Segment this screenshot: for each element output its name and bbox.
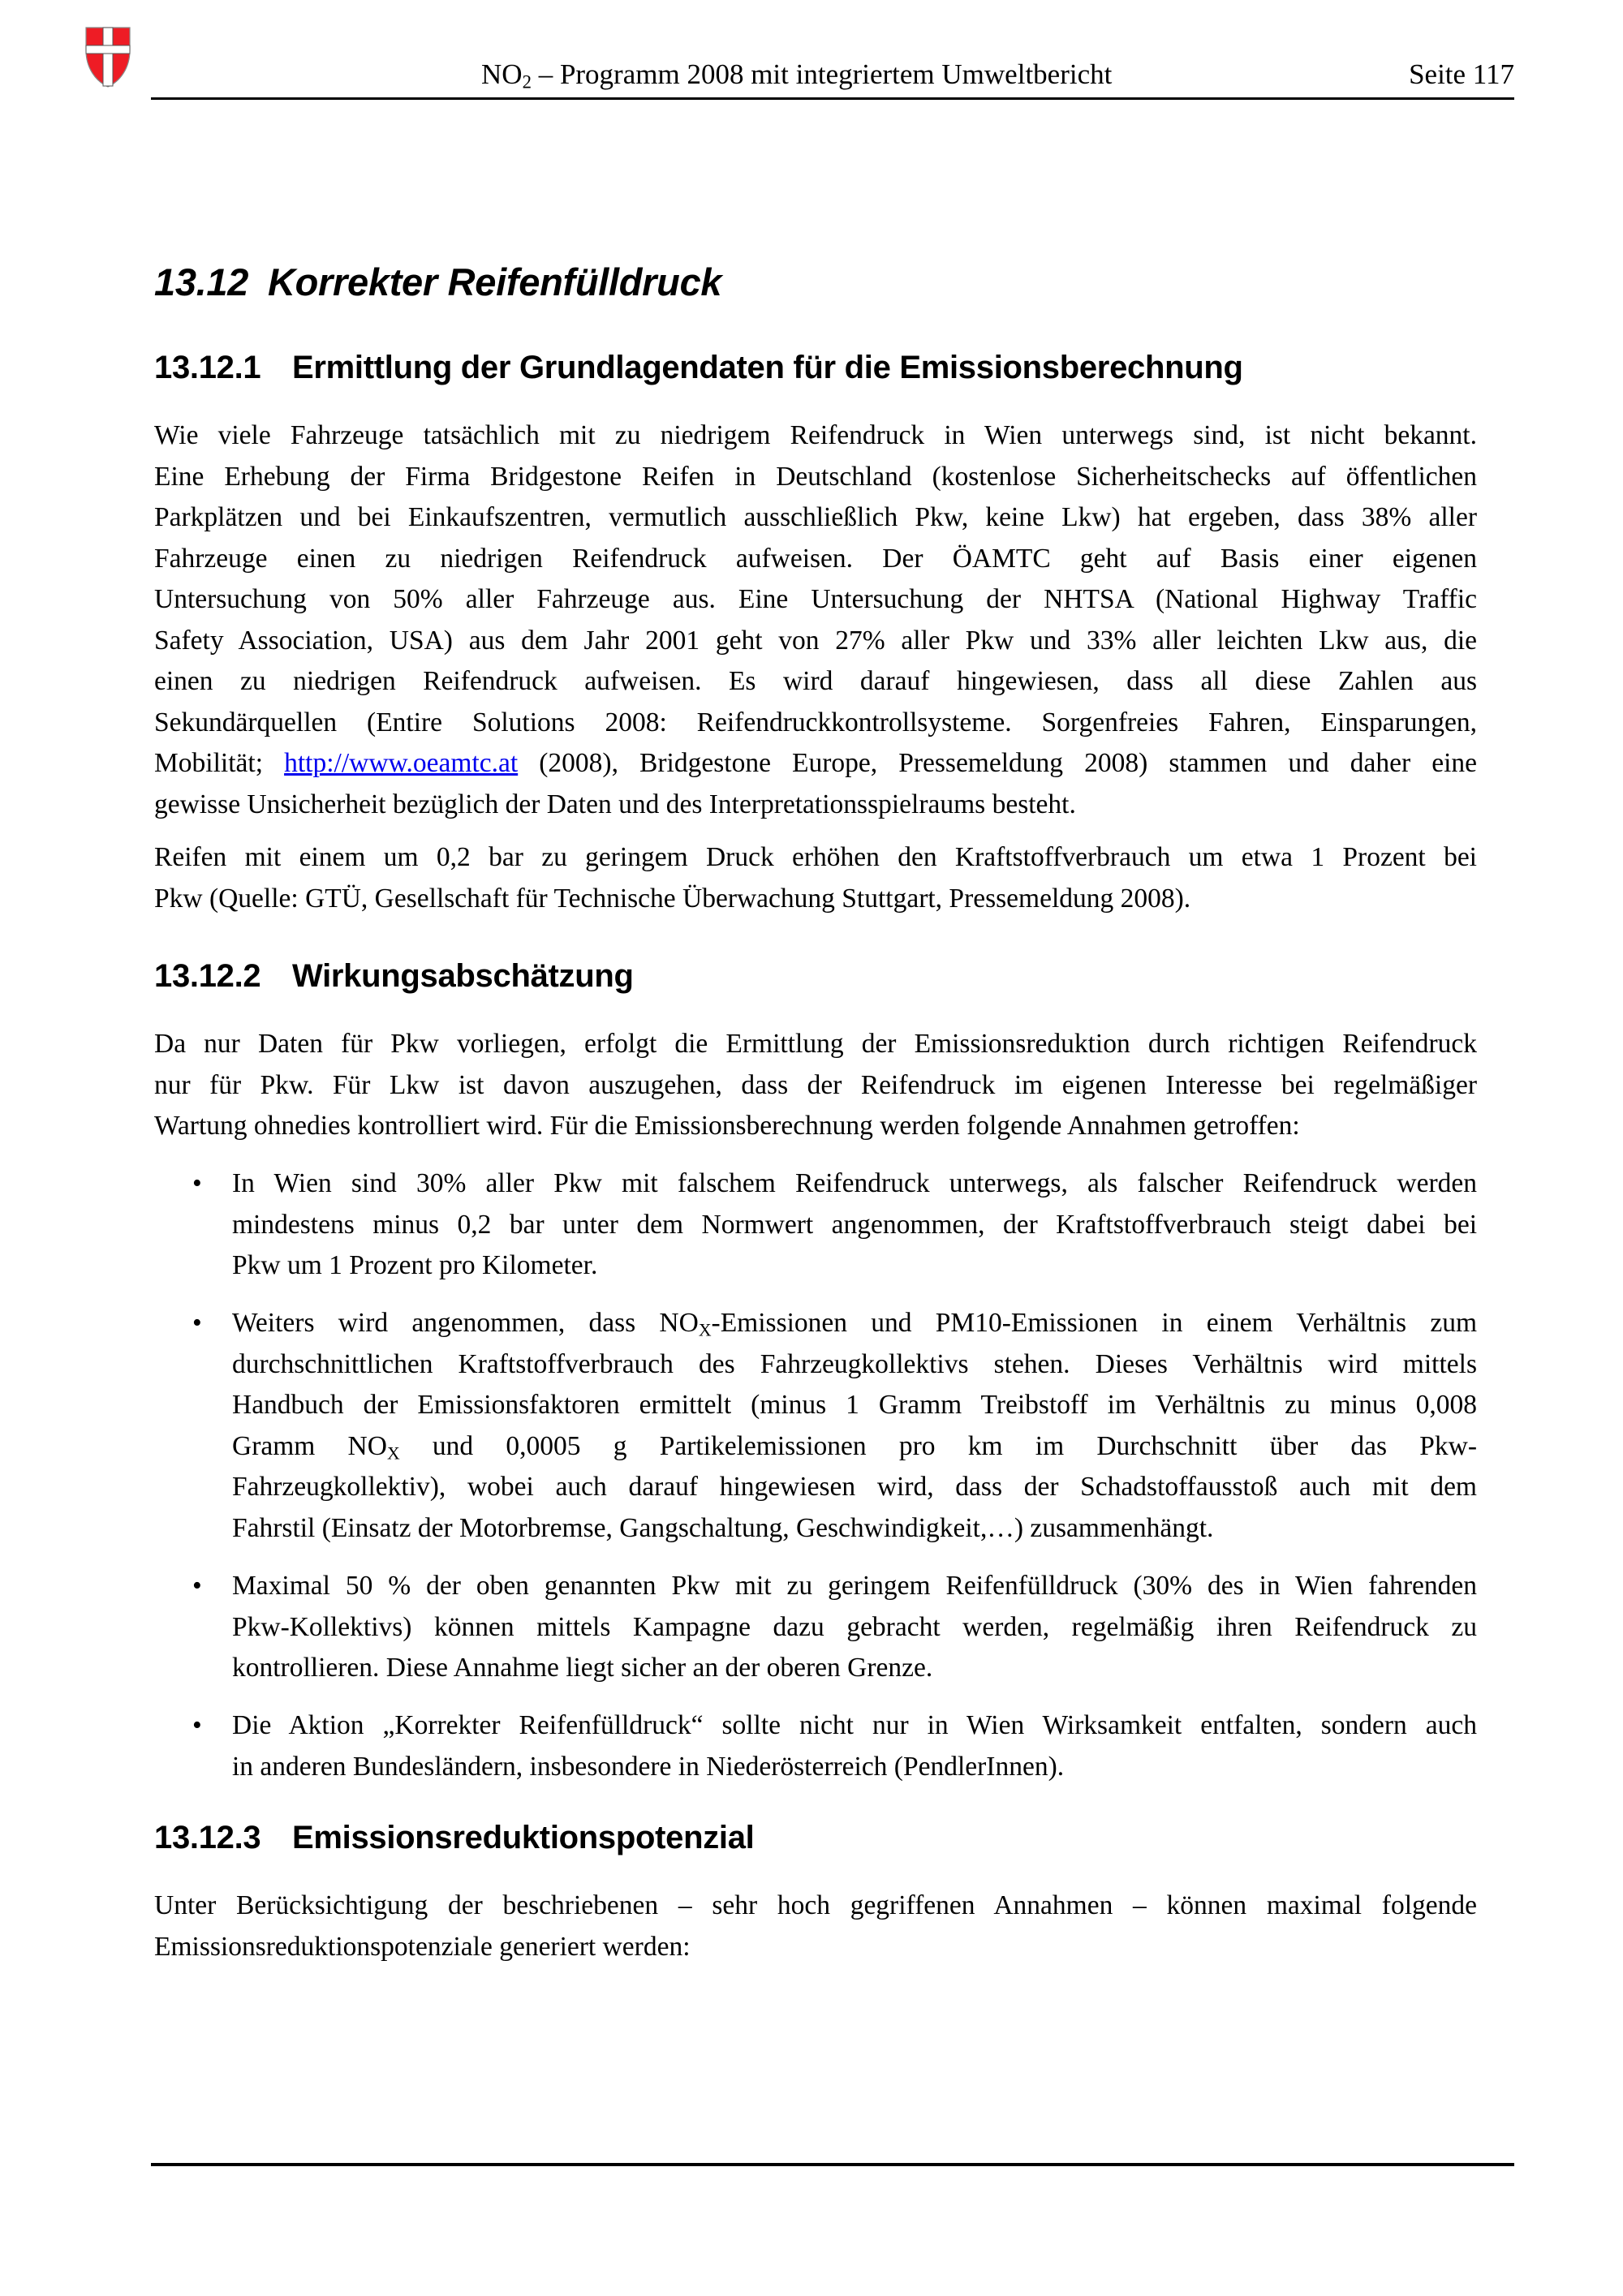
text-line: Wie viele Fahrzeuge tatsächlich mit zu niedrigem Reifendruck in Wien unterwegs sind, ist nicht bekannt.: [154, 420, 1477, 450]
text-line: Sekundärquellen (Entire Solutions 2008: Reifendruckkontrollsysteme. Sorgenfreies Fahren, Einsparungen,: [154, 707, 1477, 737]
subsection-number: 13.12.1: [154, 350, 261, 385]
bullet-icon: •: [192, 1308, 202, 1338]
subsection-heading-3: [154, 1817, 755, 1858]
text-line: Unter Berücksichtigung der beschriebenen – sehr hoch gegriffenen Annahmen – können maximal folgende: [154, 1890, 1477, 1920]
text-line: kontrollieren. Diese Annahme liegt sicher an der oberen Grenze.: [232, 1653, 933, 1683]
text-line: Handbuch der Emissionsfaktoren ermittelt (minus 1 Gramm Treibstoff im Verhältnis zu minus 0,008: [232, 1390, 1477, 1420]
text-line: Fahrzeugkollektiv), wobei auch darauf hingewiesen wird, dass der Schadstoffausstoß auch mit dem: [232, 1472, 1477, 1502]
text-segment: Weiters wird angenommen, dass NO: [232, 1308, 699, 1338]
text-line: Fahrzeuge einen zu niedrigen Reifendruck aufweisen. Der ÖAMTC geht auf Basis einer eigenen: [154, 543, 1477, 574]
bullet-icon: •: [192, 1571, 202, 1601]
text-segment: und 0,0005 g Partikelemissionen pro km im Durchschnitt über das Pkw-: [399, 1430, 1478, 1461]
vienna-coat-of-arms-icon: [84, 26, 131, 88]
text-segment: Gramm NO: [232, 1430, 387, 1461]
list-item-text: [232, 1566, 1477, 1689]
text-line: Untersuchung von 50% aller Fahrzeuge aus. Eine Untersuchung der NHTSA (National Highway Traffic: [154, 584, 1477, 614]
text-line: Maximal 50 % der oben genannten Pkw mit zu geringem Reifenfülldruck (30% des in Wien fahrenden: [232, 1571, 1477, 1601]
text-line: einen zu niedrigen Reifendruck aufweisen. Es wird darauf hingewiesen, dass all diese Zahlen aus: [154, 666, 1477, 696]
subsection-number: 13.12.3: [154, 1820, 261, 1855]
text-line: Eine Erhebung der Firma Bridgestone Reifen in Deutschland (kostenlose Sicherheitschecks auf öffentlichen: [154, 461, 1477, 492]
header-title-rest: – Programm 2008 mit integriertem Umweltbericht: [531, 58, 1113, 90]
text-line: in anderen Bundesländern, insbesondere in Niederösterreich (PendlerInnen).: [232, 1751, 1065, 1782]
subscript: X: [698, 1320, 712, 1340]
text-segment: -Emissionen und PM10-Emissionen in einem Verhältnis zum: [711, 1308, 1478, 1338]
paragraph-reifendruck-verbrauch: [154, 837, 1477, 919]
bullet-icon: •: [192, 1168, 202, 1198]
header-title-subscript: 2: [522, 71, 532, 92]
section-title: Korrekter Reifenfülldruck: [268, 260, 722, 303]
oeamtc-link[interactable]: http://www.oeamtc.at: [284, 748, 519, 778]
header-title-prefix: NO: [481, 58, 523, 90]
paragraph-wirkung-intro: [154, 1024, 1477, 1147]
text-line: Emissionsreduktionspotenziale generiert werden:: [154, 1931, 691, 1962]
text-line: mindestens minus 0,2 bar unter dem Normwert angenommen, der Kraftstoffverbrauch steigt dabei bei: [232, 1209, 1477, 1240]
text-line: [232, 1303, 1477, 1344]
paragraph-grundlagendaten: [154, 415, 1477, 825]
text-segment: (2008), Bridgestone Europe, Pressemeldung 2008) stammen und daher eine: [518, 748, 1478, 778]
text-line: nur für Pkw. Für Lkw ist davon auszugehen, dass der Reifendruck im eigenen Interesse bei regelmäßiger: [154, 1069, 1477, 1100]
section-heading: [154, 260, 721, 305]
page-number: Seite 117: [1409, 58, 1514, 90]
list-item-text: [232, 1705, 1477, 1787]
bullet-icon: •: [192, 1710, 202, 1740]
subsection-title: Wirkungsabschätzung: [292, 958, 634, 994]
text-line: Parkplätzen und bei Einkaufszentren, vermutlich ausschließlich Pkw, keine Lkw) hat ergeben, dass 38% aller: [154, 502, 1477, 532]
section-number: 13.12: [154, 260, 249, 303]
text-line: Pkw-Kollektivs) können mittels Kampagne dazu gebracht werden, regelmäßig ihren Reifendruck zu: [232, 1611, 1477, 1642]
paragraph-reduktionspotenzial: [154, 1885, 1477, 1967]
text-line: Fahrstil (Einsatz der Motorbremse, Gangschaltung, Geschwindigkeit,…) zusammenhängt.: [232, 1512, 1214, 1543]
text-line-with-link: [154, 743, 1477, 785]
footer-divider: [151, 2163, 1514, 2166]
subsection-heading-1: [154, 347, 1243, 388]
subsection-number: 13.12.2: [154, 958, 261, 994]
list-item-text: [232, 1303, 1477, 1549]
subsection-title: Emissionsreduktionspotenzial: [292, 1820, 755, 1855]
subsection-heading-2: [154, 956, 634, 996]
text-line: Safety Association, USA) aus dem Jahr 2001 geht von 27% aller Pkw und 33% aller leichten Lkw aus, die: [154, 625, 1477, 656]
text-segment: Mobilität;: [154, 748, 285, 778]
text-line: Da nur Daten für Pkw vorliegen, erfolgt die Ermittlung der Emissionsreduktion durch richtigen Reifendruck: [154, 1029, 1477, 1059]
text-line: gewisse Unsicherheit bezüglich der Daten und des Interpretationsspielraums besteht.: [154, 789, 1076, 819]
text-line: In Wien sind 30% aller Pkw mit falschem Reifendruck unterwegs, als falscher Reifendruck werden: [232, 1168, 1477, 1198]
header-divider: [151, 97, 1514, 100]
subsection-title: Ermittlung der Grundlagendaten für die Emissionsberechnung: [292, 350, 1243, 385]
text-line: [232, 1426, 1477, 1468]
text-line: Pkw um 1 Prozent pro Kilometer.: [232, 1250, 598, 1280]
subscript: X: [386, 1443, 400, 1463]
text-line: Die Aktion „Korrekter Reifenfülldruck“ sollte nicht nur in Wien Wirksamkeit entfalten, sondern auch: [232, 1710, 1477, 1740]
text-line: Wartung ohnedies kontrolliert wird. Für die Emissionsberechnung werden folgende Annahmen getroffen:: [154, 1111, 1300, 1141]
text-line: Reifen mit einem um 0,2 bar zu geringem Druck erhöhen den Kraftstoffverbrauch um etwa 1 Prozent bei: [154, 842, 1477, 872]
text-line: durchschnittlichen Kraftstoffverbrauch des Fahrzeugkollektivs stehen. Dieses Verhältnis wird mittels: [232, 1348, 1477, 1379]
list-item-text: [232, 1163, 1477, 1287]
text-line: Pkw (Quelle: GTÜ, Gesellschaft für Technische Überwachung Stuttgart, Pressemeldung 2008).: [154, 883, 1191, 914]
